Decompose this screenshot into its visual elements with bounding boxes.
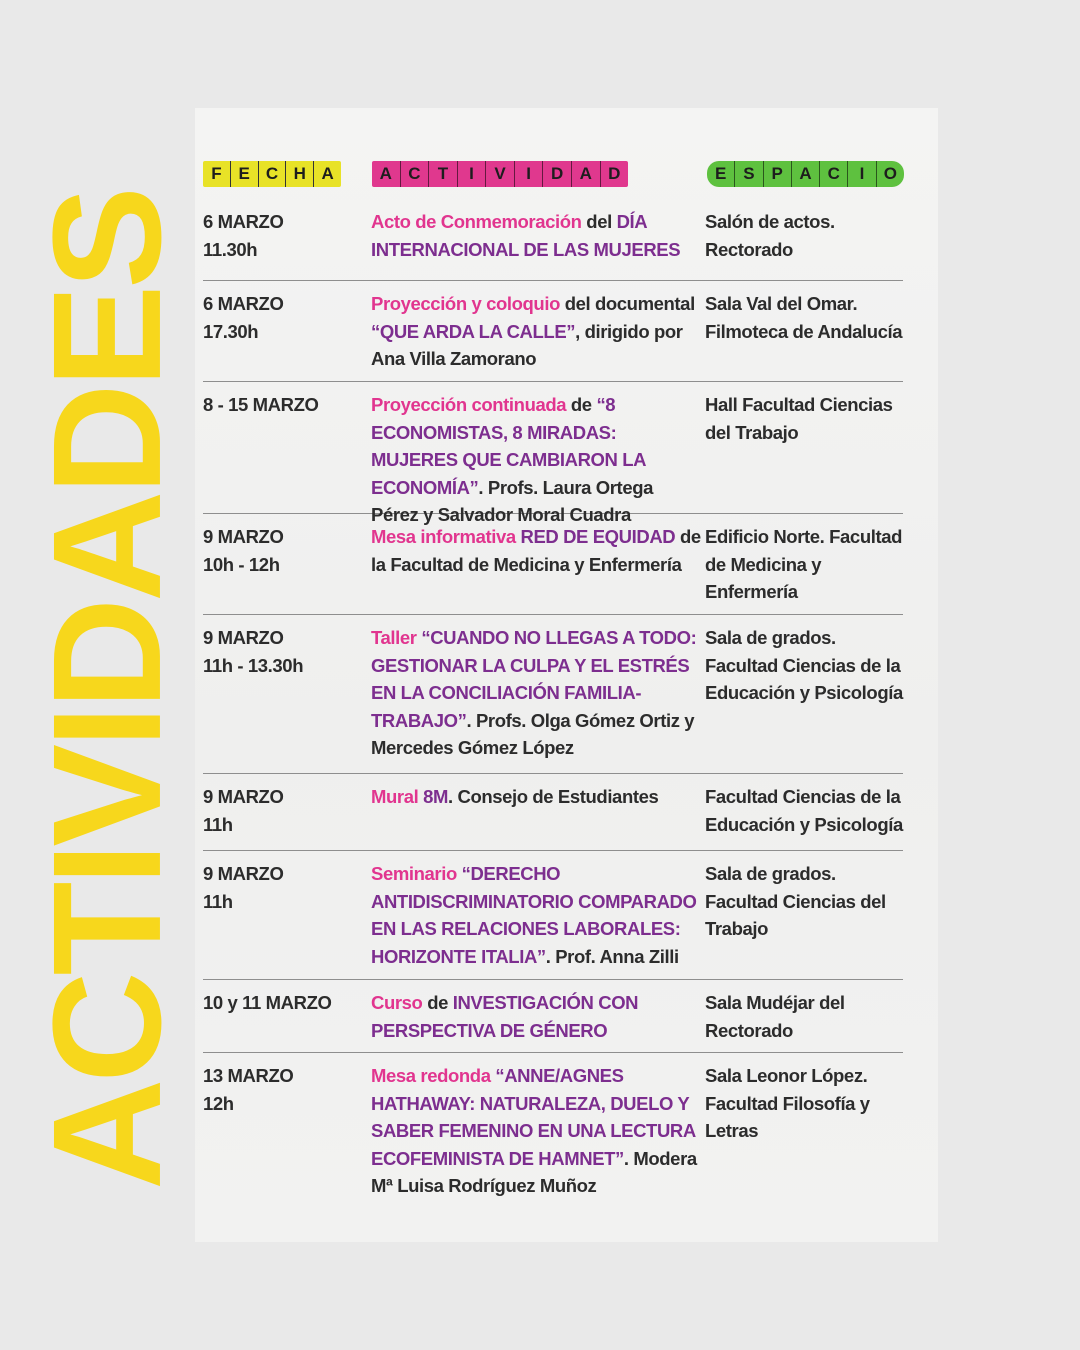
activity-text-pink: Curso [371, 992, 423, 1013]
table-row [203, 281, 903, 382]
activity-text-dark: del [581, 211, 617, 232]
activity-text-pink: Taller [371, 627, 417, 648]
table-row [203, 851, 903, 980]
activity-text-pink: Proyección continuada [371, 394, 567, 415]
place-cell: Salón de actos. Rectorado [705, 211, 835, 260]
date-line: 11.30h [203, 238, 258, 260]
table-row [203, 514, 903, 615]
table-row [203, 1053, 903, 1213]
date-line: 9 MARZO [203, 863, 284, 884]
activity-cell [371, 391, 705, 526]
actividad-letter: I [458, 161, 487, 187]
activity-cell [371, 624, 705, 765]
date-line: 17.30h [203, 320, 259, 342]
date-line: 9 MARZO [203, 786, 284, 807]
date-line: 6 MARZO [203, 211, 284, 232]
activity-text-dark: . Profs. Laura Ortega Pérez y Salvador Moral Cuadra [371, 476, 654, 526]
espacio-letter: O [883, 164, 897, 183]
date-line: 12h [203, 1092, 234, 1114]
activity-text-pink: Seminario [371, 863, 457, 884]
date-cell [203, 208, 371, 272]
activity-text-dark: de la Facultad de Medicina y Enfermería [371, 526, 701, 575]
activity-text-dark: de [422, 992, 453, 1013]
date-line: 10 y 11 MARZO [203, 992, 332, 1013]
activity-text-purple: RED DE EQUIDAD [520, 526, 676, 547]
activity-text-purple: “DERECHO ANTIDISCRIMINATORIO COMPARADO EN LAS RELACIONES LABORALES: HORIZONTE ITALIA” [371, 863, 697, 967]
place-cell: Sala de grados. Facultad Ciencias del Trabajo [705, 863, 886, 940]
actividad-letter: A [372, 161, 401, 187]
fecha-letter: F [203, 161, 231, 187]
date-cell [203, 391, 371, 505]
table-row [203, 615, 903, 774]
date-cell [203, 624, 371, 765]
activities-table [195, 208, 938, 1213]
place-cell: Hall Facultad Ciencias del Trabajo [705, 394, 893, 443]
espacio-letter: E [707, 161, 735, 187]
activity-text-dark: . Prof. Anna Zilli [545, 945, 679, 967]
table-row [203, 774, 903, 851]
activity-text-pink: Mesa informativa [371, 526, 516, 547]
activity-text-dark: de [566, 394, 597, 415]
actividad-letter: I [515, 161, 544, 187]
activity-cell [371, 783, 705, 842]
activity-text-purple: “8 ECONOMISTAS, 8 MIRADAS: MUJERES QUE CAMBIARON LA ECONOMÍA” [371, 394, 646, 498]
place-cell: Sala Mudéjar del Rectorado [705, 992, 845, 1041]
activities-sheet [195, 108, 938, 1242]
espacio-letter: A [792, 161, 820, 187]
activity-cell [371, 860, 705, 971]
espacio-letter: S [735, 161, 763, 187]
date-cell [203, 783, 371, 842]
activity-cell [371, 1062, 705, 1205]
actividad-letter: C [401, 161, 430, 187]
date-cell [203, 1062, 371, 1205]
espacio-letter: C [820, 161, 848, 187]
activity-text-pink: Mesa redonda [371, 1065, 491, 1086]
fecha-letter: H [286, 161, 314, 187]
activity-text-purple: “QUE ARDA LA CALLE” [371, 320, 576, 342]
activity-text-purple: “CUANDO NO LLEGAS A TODO: GESTIONAR LA CULPA Y EL ESTRÉS EN LA CONCILIACIÓN FAMILIA-TRABAJO” [371, 627, 697, 731]
date-line: 8 - 15 MARZO [203, 394, 319, 415]
actividad-letter: V [486, 161, 515, 187]
activity-text-dark: . Modera Mª Luisa Rodríguez Muñoz [371, 1147, 697, 1197]
place-cell: Facultad Ciencias de la Educación y Psicología [705, 786, 903, 835]
place-cell: Sala de grados. Facultad Ciencias de la Educación y Psicología [705, 627, 903, 704]
side-title [21, 180, 193, 1200]
fecha-letter: E [231, 161, 259, 187]
actividad-letter: T [429, 161, 458, 187]
activity-text-purple: INVESTIGACIÓN CON PERSPECTIVA DE GÉNERO [371, 992, 639, 1041]
activity-text-dark: , dirigido por Ana Villa Zamorano [371, 320, 683, 370]
place-cell: Sala Val del Omar. Filmoteca de Andalucía [705, 293, 903, 342]
place-cell: Edificio Norte. Facultad de Medicina y Enfermería [705, 526, 903, 603]
date-line: 6 MARZO [203, 293, 284, 314]
actividad-letter: A [572, 161, 601, 187]
date-cell [203, 290, 371, 373]
side-title-text: ACTIVIDADES [21, 190, 193, 1190]
activity-cell [371, 989, 705, 1044]
fecha-letter: C [259, 161, 287, 187]
activity-text-dark: . Consejo de Estudiantes [448, 786, 659, 807]
header-espacio [707, 161, 904, 187]
activity-text-pink: Mural [371, 786, 419, 807]
table-row [203, 980, 903, 1053]
date-line: 10h - 12h [203, 553, 280, 575]
activity-text-dark: . Profs. Olga Gómez Ortiz y Mercedes Gómez López [371, 709, 695, 759]
date-line: 11h [203, 813, 233, 835]
date-line: 13 MARZO [203, 1065, 294, 1086]
date-line: 9 MARZO [203, 526, 284, 547]
place-cell: Sala Leonor López. Facultad Filosofía y Letras [705, 1065, 870, 1142]
activity-cell [371, 208, 705, 272]
activity-text-pink: Acto de Conmemoración [371, 211, 582, 232]
header-fecha [203, 161, 341, 187]
table-row [203, 382, 903, 526]
activity-cell [371, 523, 705, 606]
actividad-letter: D [608, 164, 621, 183]
header-actividad [372, 161, 628, 187]
espacio-letter: I [848, 161, 876, 187]
table-header [195, 161, 938, 191]
date-cell [203, 523, 371, 606]
activity-text-purple: 8M [423, 786, 448, 807]
activity-text-purple: “ANNE/AGNES HATHAWAY: NATURALEZA, DUELO Y SABER FEMENINO EN UNA LECTURA ECOFEMINISTA DE HAMNET” [371, 1065, 696, 1169]
date-line: 11h - 13.30h [203, 654, 304, 676]
espacio-letter: P [764, 161, 792, 187]
date-cell [203, 989, 371, 1044]
table-row [203, 208, 903, 281]
activity-text-pink: Proyección y coloquio [371, 293, 560, 314]
date-line: 11h [203, 890, 233, 912]
fecha-letter: A [321, 164, 334, 183]
activity-cell [371, 290, 705, 373]
activity-text-purple: DÍA INTERNACIONAL DE LAS MUJERES [371, 211, 681, 260]
date-cell [203, 860, 371, 971]
activity-text-dark: del documental [559, 293, 695, 314]
date-line: 9 MARZO [203, 627, 284, 648]
actividad-letter: D [543, 161, 572, 187]
